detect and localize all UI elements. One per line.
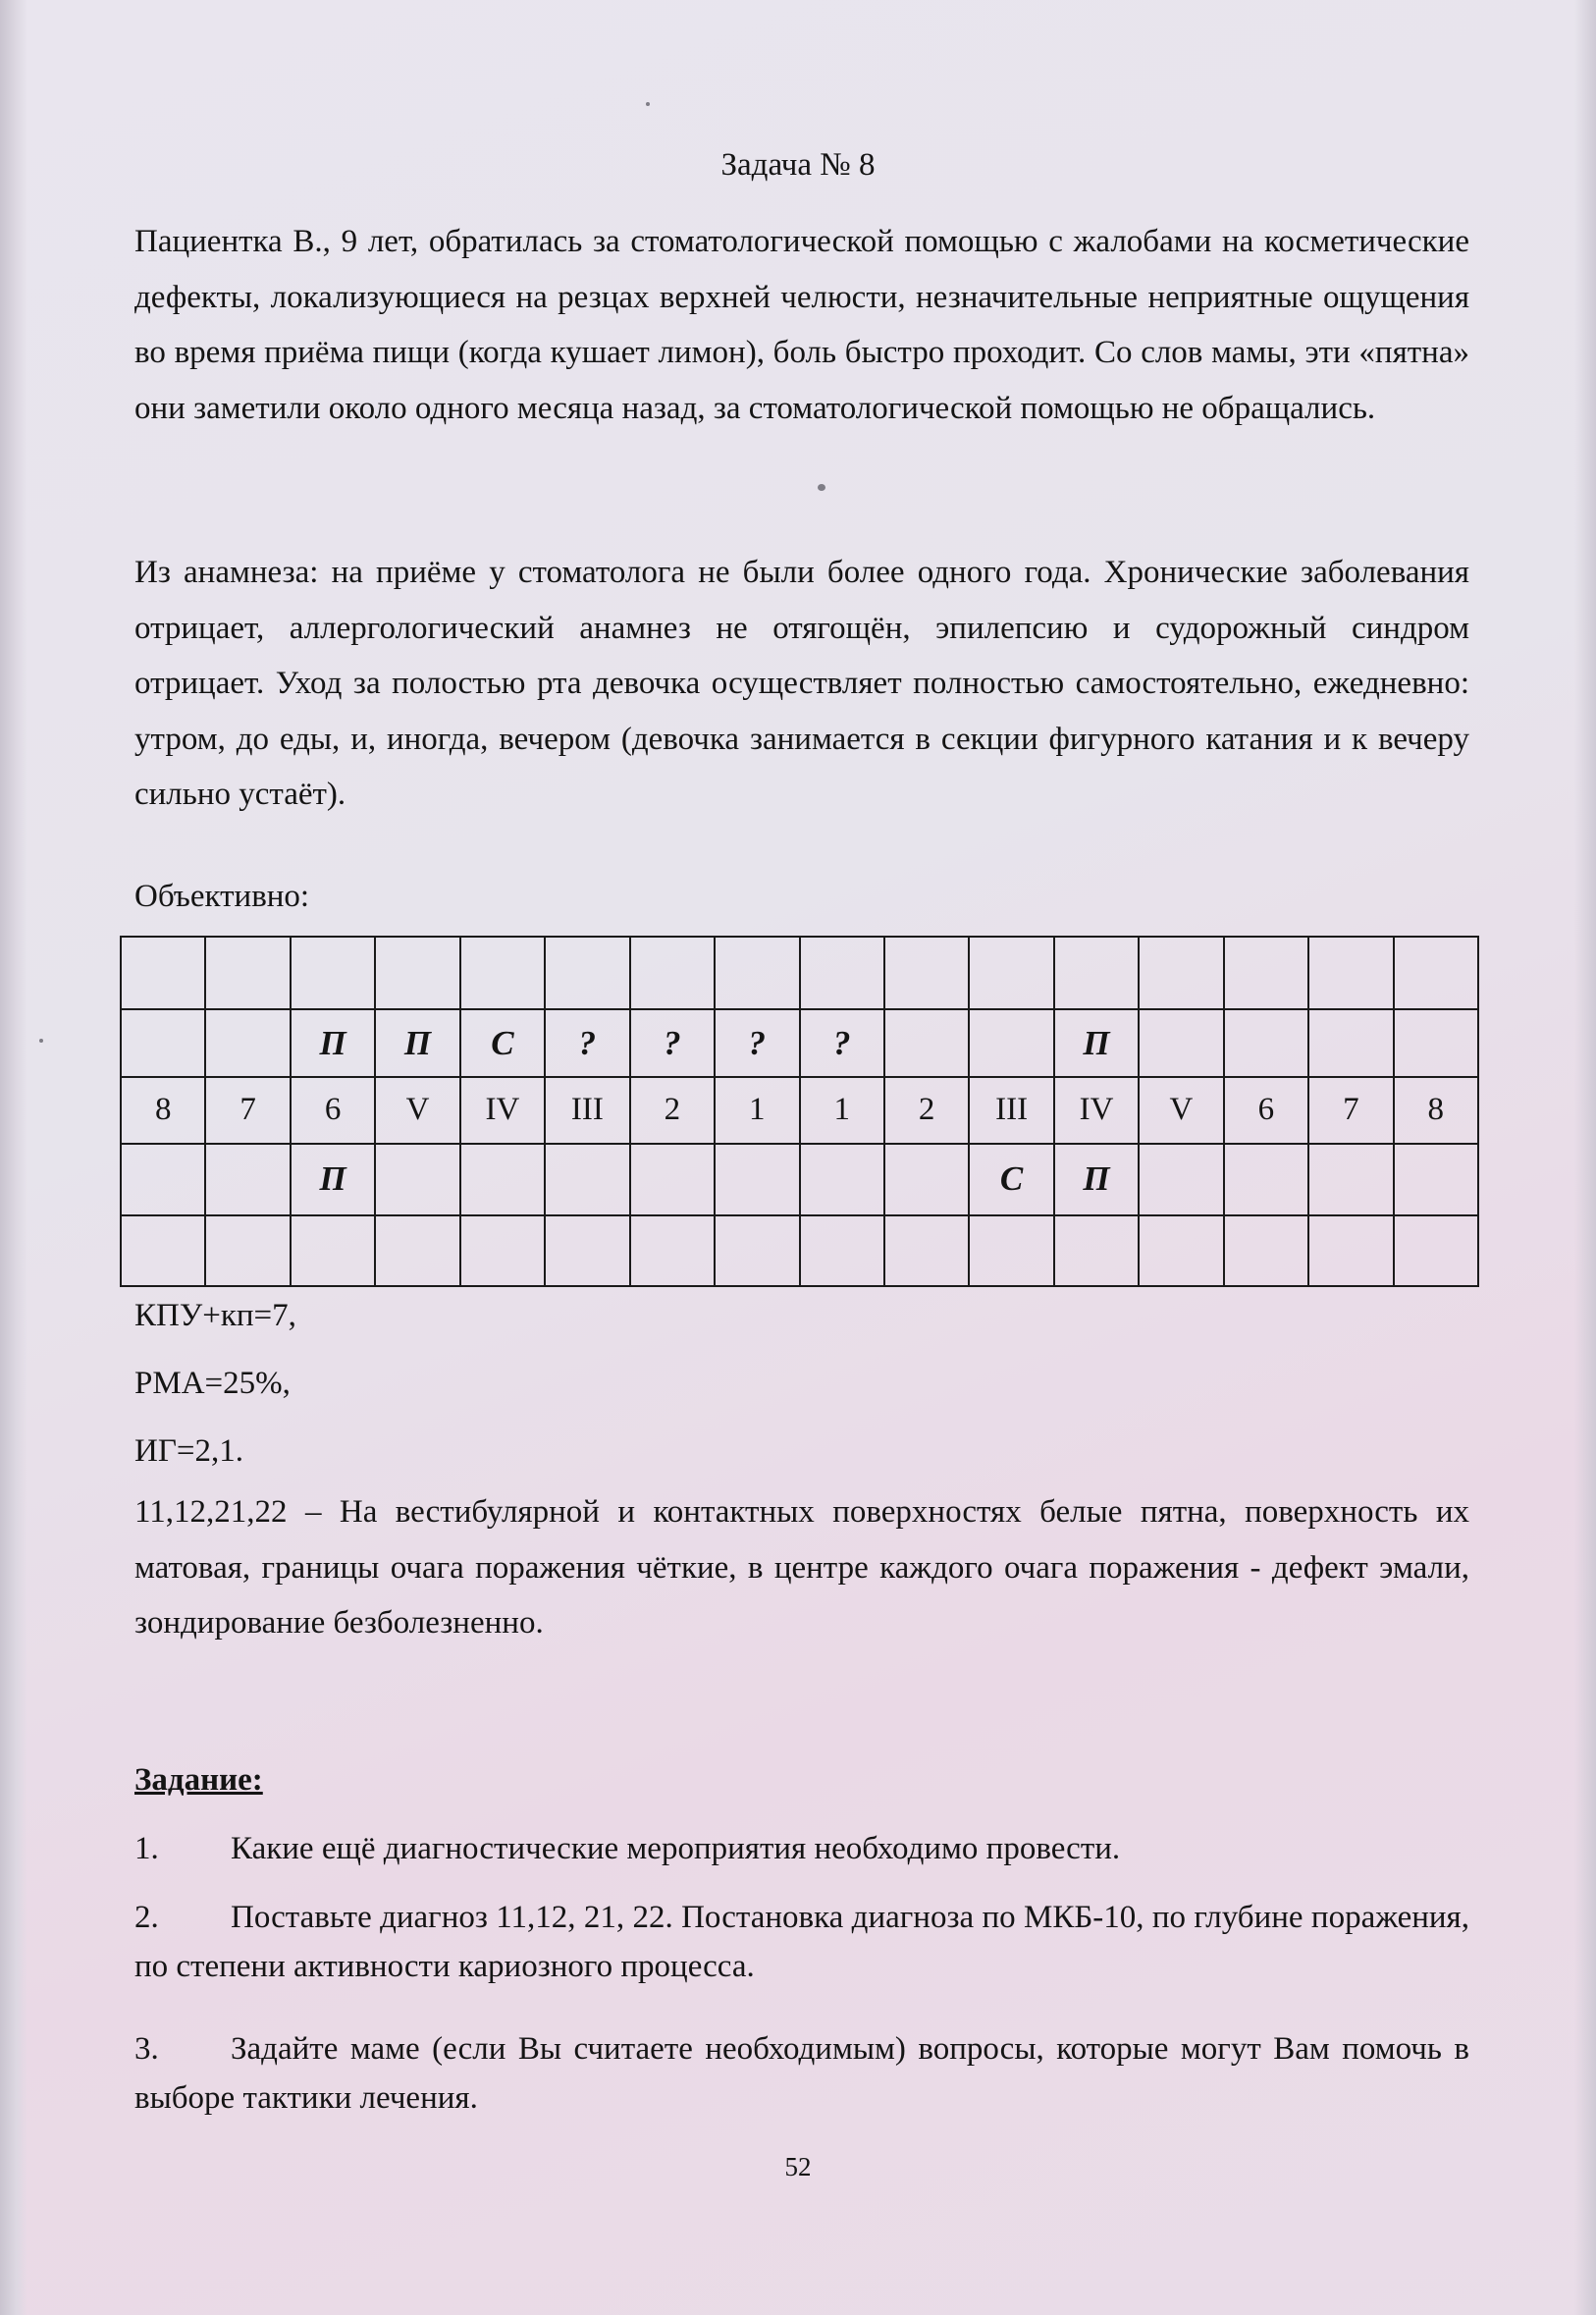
dental-cell: [715, 1215, 799, 1286]
task-item: [134, 1893, 1469, 1991]
dental-cell: ?: [715, 1009, 799, 1076]
dental-cell: [1224, 1009, 1308, 1076]
dental-cell: С: [969, 1144, 1053, 1214]
dental-cell: 8: [1394, 1077, 1478, 1144]
dental-cell: 1: [715, 1077, 799, 1144]
dental-cell: V: [375, 1077, 459, 1144]
dental-cell: [969, 1215, 1053, 1286]
task-item-text: Поставьте диагноз 11,12, 21, 22. Постановка диагноза по МКБ-10, по глубине поражения, по степени активности кариозного процесса.: [134, 1900, 1469, 1984]
dental-cell: [375, 1215, 459, 1286]
pma-index: РМА=25%,: [134, 1366, 291, 1401]
print-speck: [39, 1039, 43, 1043]
print-speck: [818, 484, 825, 491]
task-item-number: 2.: [134, 1900, 159, 1935]
dental-cell: [715, 1144, 799, 1214]
dental-cell: [205, 1009, 290, 1076]
dental-cell: [630, 1144, 715, 1214]
dental-cell: ?: [800, 1009, 884, 1076]
complaint-paragraph: Пациентка В., 9 лет, обратилась за стоматологической помощью с жалобами на косметические дефекты, локализующиеся на резцах верхней челюсти, незначительные неприятные ощущения во время приёма пищи (когда кушает лимон), боль быстро проходит. Со слов мамы, эти «пятна» они заметили около одного месяца назад, за стоматологической помощью не обращались.: [134, 224, 1469, 426]
kpu-index: КПУ+кп=7,: [134, 1298, 296, 1333]
dental-cell: [460, 1215, 545, 1286]
dental-cell: [121, 1144, 205, 1214]
dental-cell: [884, 1215, 969, 1286]
page-right-edge-shadow: [1574, 0, 1596, 2315]
dental-cell: [1054, 1215, 1139, 1286]
dental-cell: 2: [630, 1077, 715, 1144]
page-title: Задача № 8: [720, 147, 876, 183]
dental-cell: [121, 937, 205, 1009]
dental-cell: [291, 1215, 375, 1286]
dental-cell: [884, 937, 969, 1009]
dental-formula-table: [120, 936, 1479, 1287]
dental-cell: [205, 937, 290, 1009]
dental-cell: [1139, 1144, 1223, 1214]
dental-cell: [969, 937, 1053, 1009]
dental-cell: [375, 1144, 459, 1214]
print-speck: [646, 102, 650, 106]
task-item-text: Какие ещё диагностические мероприятия необходимо провести.: [231, 1831, 1121, 1866]
dental-cell: [630, 937, 715, 1009]
dental-cell: П: [291, 1144, 375, 1214]
dental-cell: [1394, 937, 1478, 1009]
dental-cell: [800, 937, 884, 1009]
dental-cell: [545, 937, 629, 1009]
task-item: [134, 2024, 1469, 2123]
dental-cell: [375, 937, 459, 1009]
dental-cell: ?: [545, 1009, 629, 1076]
dental-cell: [969, 1009, 1053, 1076]
dental-cell: 6: [1224, 1077, 1308, 1144]
dental-cell: [1394, 1215, 1478, 1286]
dental-cell: 6: [291, 1077, 375, 1144]
task-item-text: Задайте маме (если Вы считаете необходимым) вопросы, которые могут Вам помочь в выборе тактики лечения.: [134, 2031, 1469, 2116]
dental-cell: IV: [460, 1077, 545, 1144]
dental-cell: 1: [800, 1077, 884, 1144]
dental-cell: III: [969, 1077, 1053, 1144]
dental-cell: [1394, 1144, 1478, 1214]
dental-cell: IV: [1054, 1077, 1139, 1144]
dental-cell: П: [1054, 1144, 1139, 1214]
dental-cell: [1139, 937, 1223, 1009]
dental-cell: П: [1054, 1009, 1139, 1076]
dental-cell: [1224, 1215, 1308, 1286]
page-left-edge-shadow: [0, 0, 27, 2315]
task-heading: Задание:: [134, 1762, 263, 1798]
dental-cell: [630, 1215, 715, 1286]
dental-cell: [1308, 1215, 1393, 1286]
dental-cell: [884, 1009, 969, 1076]
dental-cell: [121, 1215, 205, 1286]
dental-cell: [1308, 1009, 1393, 1076]
dental-cell: V: [1139, 1077, 1223, 1144]
dental-cell: П: [291, 1009, 375, 1076]
dental-cell: [800, 1144, 884, 1214]
dental-cell: [460, 1144, 545, 1214]
hygiene-index: ИГ=2,1.: [134, 1433, 244, 1469]
dental-cell: [715, 937, 799, 1009]
dental-cell: [205, 1215, 290, 1286]
task-item-number: 3.: [134, 2031, 159, 2067]
dental-cell: [884, 1144, 969, 1214]
dental-cell: [800, 1215, 884, 1286]
upper-marks-row: [121, 1009, 1478, 1076]
dental-cell: [291, 937, 375, 1009]
dental-cell: П: [375, 1009, 459, 1076]
objective-label: Объективно:: [134, 879, 310, 914]
dental-cell: [1308, 937, 1393, 1009]
lower-marks-row: [121, 1144, 1478, 1214]
dental-cell: 8: [121, 1077, 205, 1144]
dental-cell: [1139, 1009, 1223, 1076]
dental-cell: III: [545, 1077, 629, 1144]
page-number: 52: [784, 2152, 812, 2181]
dental-cell: 2: [884, 1077, 969, 1144]
dental-cell: [1308, 1144, 1393, 1214]
dental-cell: 7: [205, 1077, 290, 1144]
task-item-number: 1.: [134, 1831, 159, 1866]
tooth-numbers-row: [121, 1077, 1478, 1144]
dental-cell: С: [460, 1009, 545, 1076]
anamnesis-paragraph: Из анамнеза: на приёме у стоматолога не были более одного года. Хронические заболевания отрицает, аллергологический анамнез не отягощён, эпилепсию и судорожный синдром отрицает. Уход за полостью рта девочка осуществляет полностью самостоятельно, ежедневно: утром, до еды, и, иногда, вечером (девочка занимается в секции фигурного катания и к вечеру сильно устаёт).: [134, 555, 1469, 812]
findings-paragraph: 11,12,21,22 – На вестибулярной и контактных поверхностях белые пятна, поверхность их матовая, границы очага поражения чёткие, в центре каждого очага поражения - дефект эмали, зондирование безболезненно.: [134, 1494, 1469, 1641]
dental-cell: [121, 1009, 205, 1076]
dental-cell: [1224, 1144, 1308, 1214]
dental-cell: [1394, 1009, 1478, 1076]
upper-empty-row: [121, 937, 1478, 1009]
dental-cell: [545, 1215, 629, 1286]
dental-cell: [545, 1144, 629, 1214]
dental-cell: [1054, 937, 1139, 1009]
dental-cell: [1139, 1215, 1223, 1286]
task-item: [134, 1824, 1469, 1873]
dental-cell: 7: [1308, 1077, 1393, 1144]
dental-cell: ?: [630, 1009, 715, 1076]
dental-cell: [1224, 937, 1308, 1009]
lower-empty-row: [121, 1215, 1478, 1286]
dental-cell: [460, 937, 545, 1009]
dental-cell: [205, 1144, 290, 1214]
